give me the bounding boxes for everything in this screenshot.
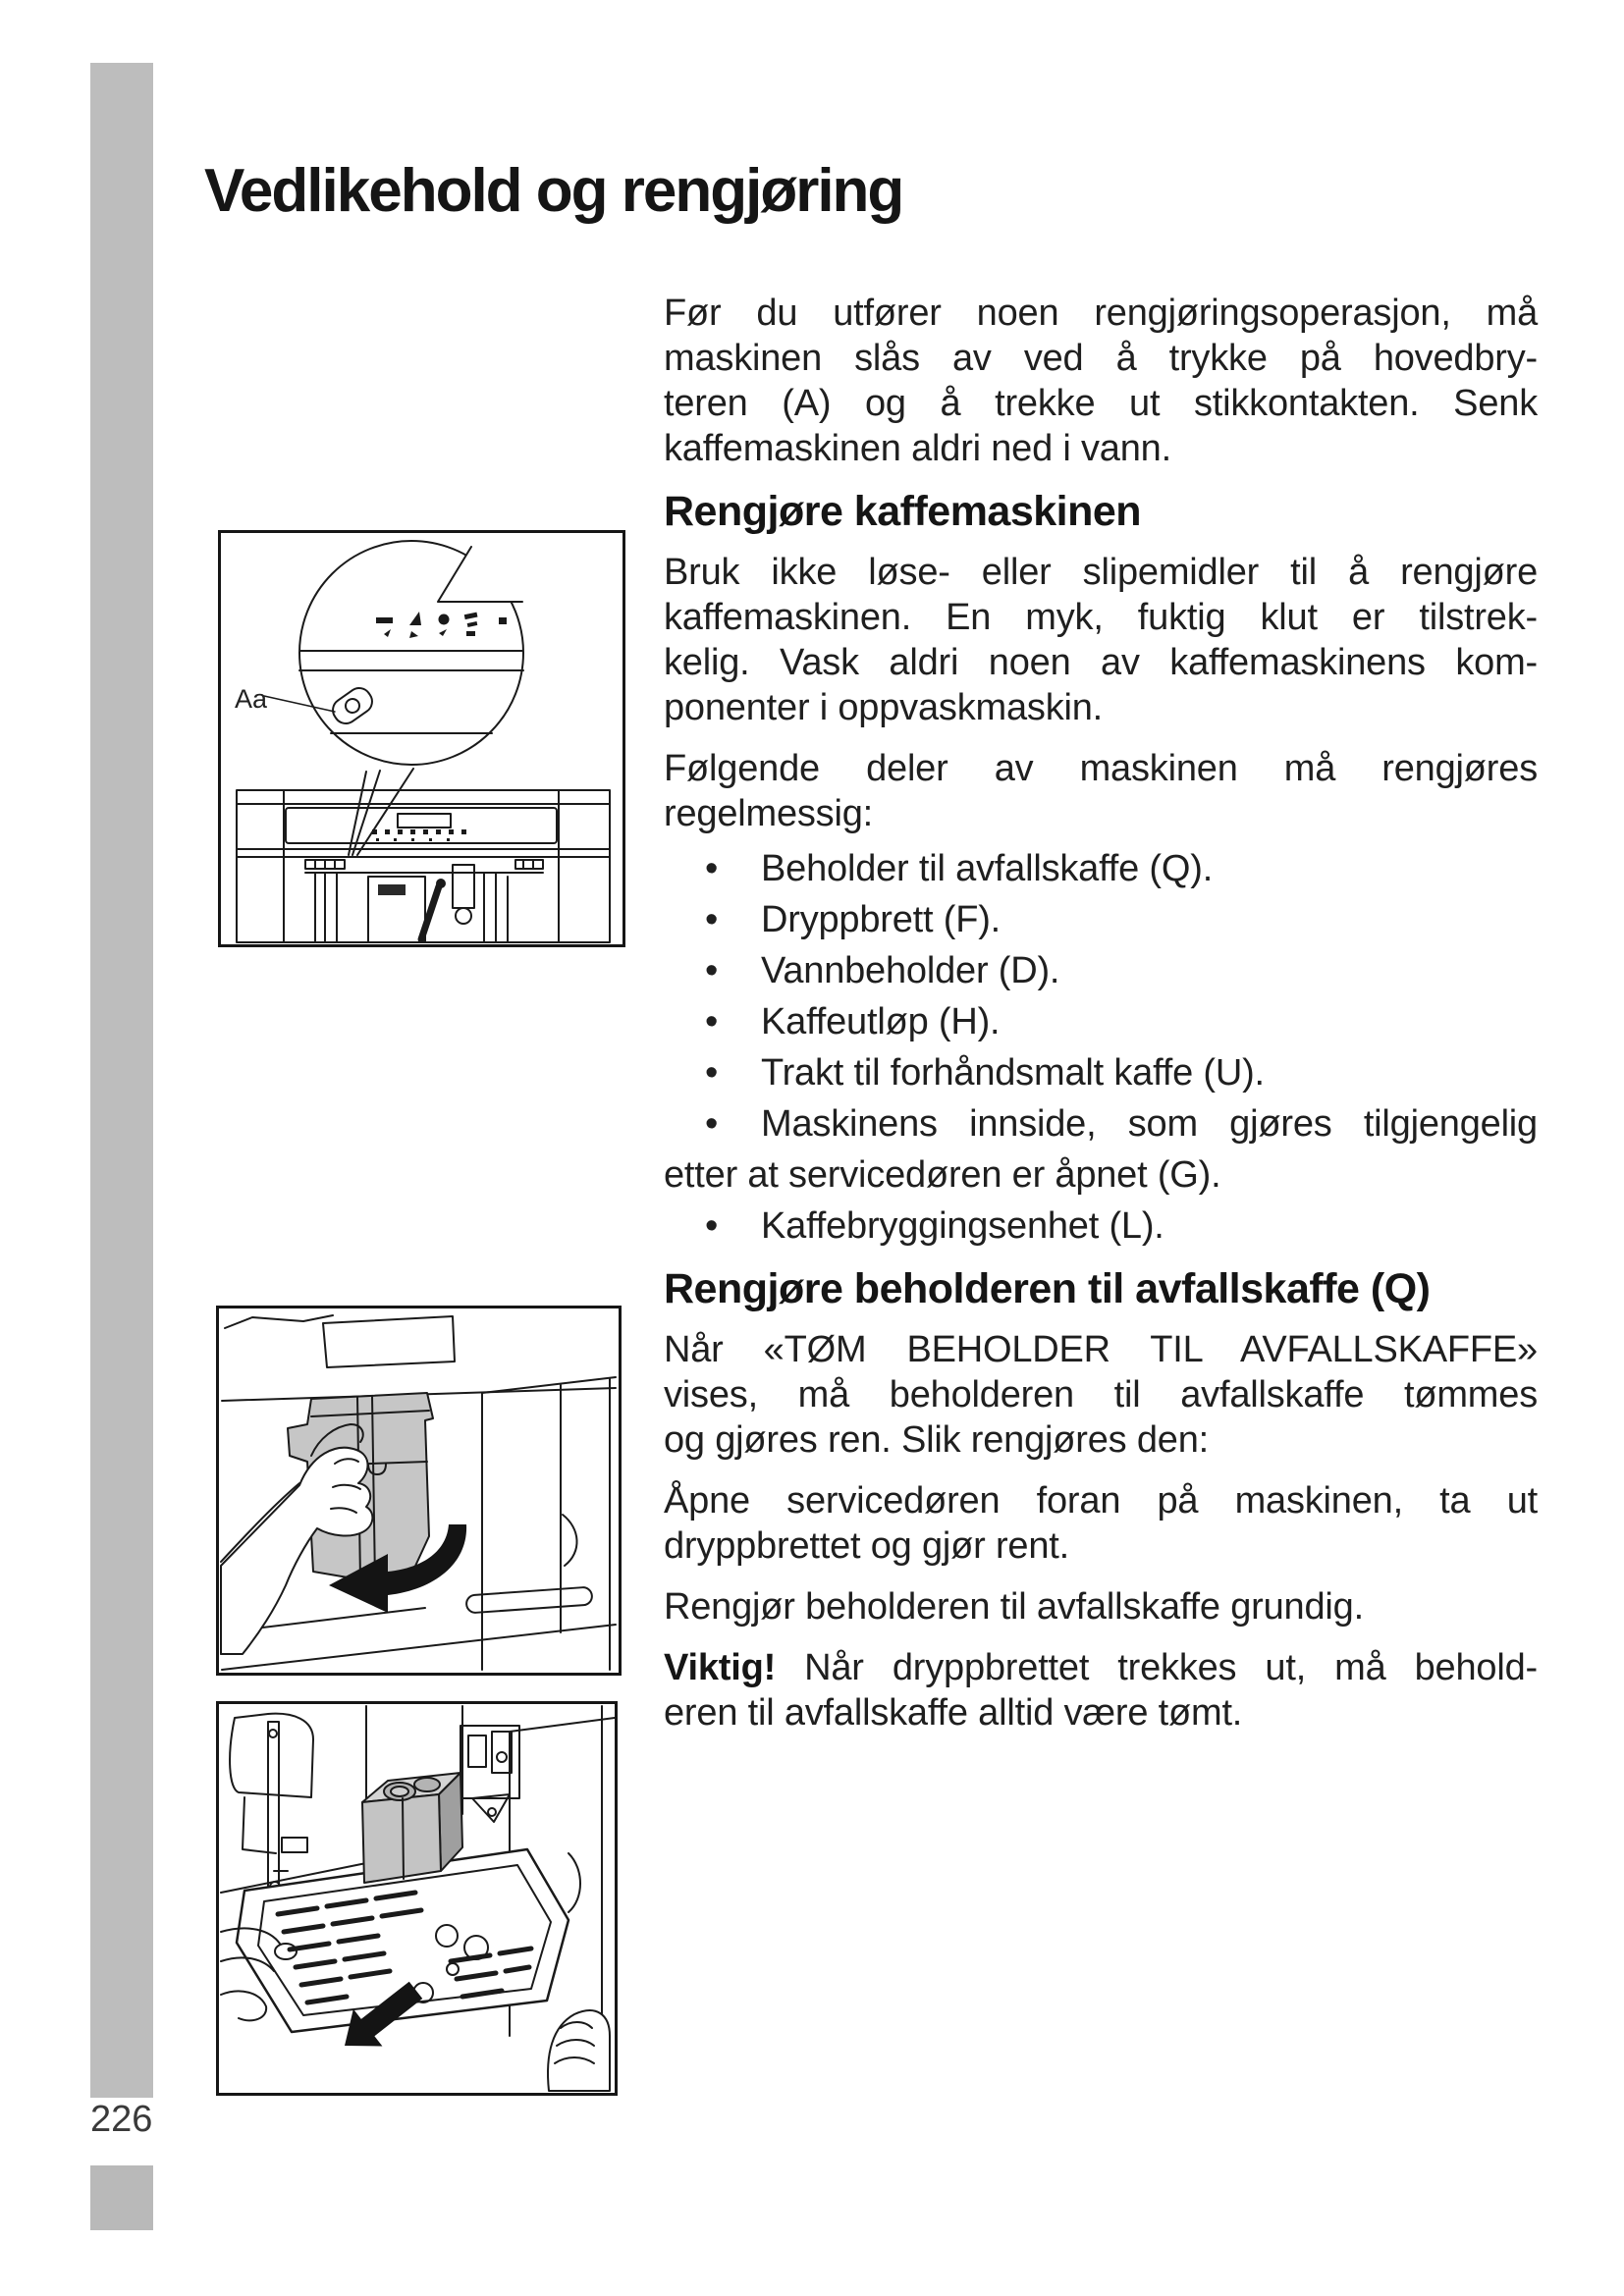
grounds-container-illustration bbox=[219, 1308, 619, 1673]
bullet-icon: • bbox=[705, 950, 719, 991]
paragraph-line: og gjøres ren. Slik rengjøres den: bbox=[664, 1419, 1209, 1461]
list-item: • Vannbeholder (D). bbox=[664, 948, 1538, 993]
tray-rail-slot bbox=[466, 1587, 593, 1614]
text-column bbox=[664, 291, 1538, 1751]
bullet-icon: • bbox=[705, 1103, 719, 1145]
bullet-icon: • bbox=[705, 899, 719, 940]
section-heading-clean-machine: Rengjøre kaffemaskinen bbox=[664, 488, 1142, 535]
figure-remove-drip-tray bbox=[216, 1701, 618, 2096]
section-heading-clean-container: Rengjøre beholderen til avfallskaffe (Q) bbox=[664, 1265, 1431, 1312]
paragraph-line: Åpne servicedøren foran på maskinen, ta ut bbox=[664, 1480, 1538, 1522]
page-title: Vedlikehold og rengjøring bbox=[204, 157, 903, 225]
important-text: Når dryppbrettet trekkes ut, må behold- bbox=[804, 1647, 1538, 1688]
paragraph-line: Følgende deler av maskinen må rengjøres bbox=[664, 748, 1538, 789]
list-item: • Trakt til forhåndsmalt kaffe (U). bbox=[664, 1050, 1538, 1095]
figure-remove-grounds-container bbox=[216, 1306, 622, 1676]
door-handle bbox=[568, 1853, 580, 1912]
intro-paragraph bbox=[664, 291, 1538, 471]
paragraph-line: Bruk ikke løse- eller slipemidler til å rengjøre bbox=[664, 552, 1538, 593]
paragraph-line: vises, må beholderen til avfallskaffe tømmes bbox=[664, 1374, 1538, 1415]
important-label: Viktig! bbox=[664, 1647, 777, 1688]
control-panel-zoom-illustration bbox=[221, 533, 623, 944]
paragraph bbox=[664, 746, 1538, 836]
display-screen bbox=[398, 814, 451, 828]
page-number: 226 bbox=[90, 2099, 153, 2140]
paragraph-line: eren til avfallskaffe alltid være tømt. bbox=[664, 1692, 1243, 1734]
list-item-wrap-line: etter at servicedøren er åpnet (G). bbox=[664, 1154, 1221, 1196]
paragraph-line: Rengjør beholderen til avfallskaffe grundig. bbox=[664, 1586, 1364, 1628]
paragraph bbox=[664, 1584, 1538, 1629]
paragraph-line: teren (A) og å trekke ut stikkontakten. Senk bbox=[664, 383, 1538, 424]
panel-button bbox=[328, 683, 376, 727]
paragraph-line: kelig. Vask aldri noen av kaffemaskinens kom- bbox=[664, 642, 1538, 683]
panel-buttons-row bbox=[372, 829, 466, 841]
machine-front bbox=[237, 790, 610, 942]
left-margin-bar bbox=[90, 63, 153, 2098]
paragraph bbox=[664, 1327, 1538, 1463]
bottom-margin-square bbox=[90, 2165, 153, 2230]
label-leader-line bbox=[264, 696, 335, 712]
list-item: • Kaffebryggingsenhet (L). bbox=[664, 1203, 1538, 1249]
bullet-icon: • bbox=[705, 848, 719, 889]
control-panel-icons bbox=[376, 612, 507, 638]
paragraph-line: dryppbrettet og gjør rent. bbox=[664, 1525, 1070, 1567]
display-window bbox=[323, 1316, 455, 1367]
paragraph bbox=[664, 1478, 1538, 1569]
bullet-icon: • bbox=[705, 1052, 719, 1094]
paragraph-line: maskinen slås av ved å trykke på hovedbry- bbox=[664, 338, 1538, 379]
list-item: • Beholder til avfallskaffe (Q). bbox=[664, 846, 1538, 891]
paragraph-line bbox=[664, 1645, 1538, 1690]
paragraph bbox=[664, 550, 1538, 730]
paragraph-line: kaffemaskinen aldri ned i vann. bbox=[664, 428, 1171, 469]
paragraph-line: Når «TØM BEHOLDER TIL AVFALLSKAFFE» bbox=[664, 1329, 1538, 1370]
bullet-icon: • bbox=[705, 1205, 719, 1247]
figure-control-panel-zoom bbox=[218, 530, 625, 947]
list-item: • Kaffeutløp (H). bbox=[664, 999, 1538, 1044]
door-handle bbox=[563, 1515, 577, 1566]
list-item: • Dryppbrett (F). bbox=[664, 897, 1538, 942]
paragraph-line: kaffemaskinen. En myk, fuktig klut er tilstrek- bbox=[664, 597, 1538, 638]
drip-tray-illustration bbox=[219, 1704, 615, 2093]
panel-button-label: Aa bbox=[235, 684, 268, 714]
cleaning-parts-list bbox=[664, 846, 1538, 1249]
paragraph-line: Før du utfører noen rengjøringsoperasjon, må bbox=[664, 293, 1538, 334]
paragraph-line: regelmessig: bbox=[664, 793, 874, 834]
list-item: • Maskinens innside, som gjøres tilgjengelig bbox=[664, 1101, 1538, 1147]
paragraph-line: ponenter i oppvaskmaskin. bbox=[664, 687, 1104, 728]
important-note bbox=[664, 1645, 1538, 1735]
bullet-icon: • bbox=[705, 1001, 719, 1042]
brew-unit bbox=[230, 1714, 313, 1910]
service-door bbox=[482, 1377, 616, 1670]
